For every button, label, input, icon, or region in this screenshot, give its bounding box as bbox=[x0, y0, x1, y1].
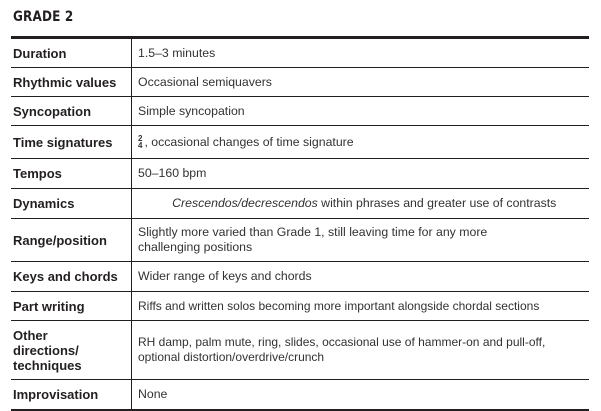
row-label: Range/position bbox=[13, 232, 107, 248]
row-value-text: , occasional changes of time signature bbox=[144, 134, 354, 149]
row-value: Slightly more varied than Grade 1, still leaving time for any more challenging positions bbox=[138, 225, 488, 254]
row-value bbox=[138, 189, 589, 218]
row-label: Tempos bbox=[13, 166, 62, 181]
row-label: Dynamics bbox=[13, 196, 75, 211]
row-label: Rhythmic values bbox=[13, 74, 117, 90]
table-row-part-writing bbox=[11, 292, 589, 321]
row-label: Syncopation bbox=[13, 103, 92, 119]
row-value bbox=[138, 126, 589, 158]
table-row-duration bbox=[11, 39, 589, 68]
row-value: Riffs and written solos becoming more important alongside chordal sections bbox=[138, 298, 540, 313]
table-row-keys-and-chords bbox=[11, 262, 589, 292]
row-value-text: within phrases and greater use of contrasts bbox=[317, 196, 557, 210]
grade-table-page bbox=[11, 0, 589, 411]
row-value: RH damp, palm mute, ring, slides, occasional use of hammer-on and pull-off, optional distortion/overdrive/crunch bbox=[138, 335, 546, 364]
row-value: 50–160 bpm bbox=[138, 166, 207, 180]
row-label: Part writing bbox=[13, 298, 85, 314]
row-label: Keys and chords bbox=[13, 269, 118, 284]
requirements-table bbox=[11, 39, 589, 411]
row-label: Time signatures bbox=[13, 134, 113, 150]
row-label: Duration bbox=[13, 45, 67, 61]
table-row-improvisation bbox=[11, 380, 589, 411]
row-label: Other directions/ techniques bbox=[13, 327, 82, 373]
table-row-syncopation bbox=[11, 97, 589, 126]
table-row-rhythmic-values bbox=[11, 68, 589, 97]
row-value-italic: Crescendos/decrescendos bbox=[172, 196, 318, 210]
table-row-range-position bbox=[11, 219, 589, 262]
time-signature bbox=[138, 135, 142, 149]
row-value: Wider range of keys and chords bbox=[138, 269, 312, 283]
page-title: GRADE 2 bbox=[13, 9, 74, 25]
time-signature-bottom: 4 bbox=[138, 141, 143, 150]
row-value: Occasional semiquavers bbox=[138, 74, 272, 89]
table-row-other-directions bbox=[11, 321, 589, 380]
table-row-time-signatures bbox=[11, 126, 589, 159]
row-value: None bbox=[138, 387, 168, 401]
table-row-dynamics bbox=[11, 189, 589, 219]
row-value: 1.5–3 minutes bbox=[138, 45, 216, 60]
row-label: Improvisation bbox=[13, 387, 99, 402]
row-value: Simple syncopation bbox=[138, 103, 245, 118]
time-signature-top: 2 bbox=[138, 134, 143, 143]
